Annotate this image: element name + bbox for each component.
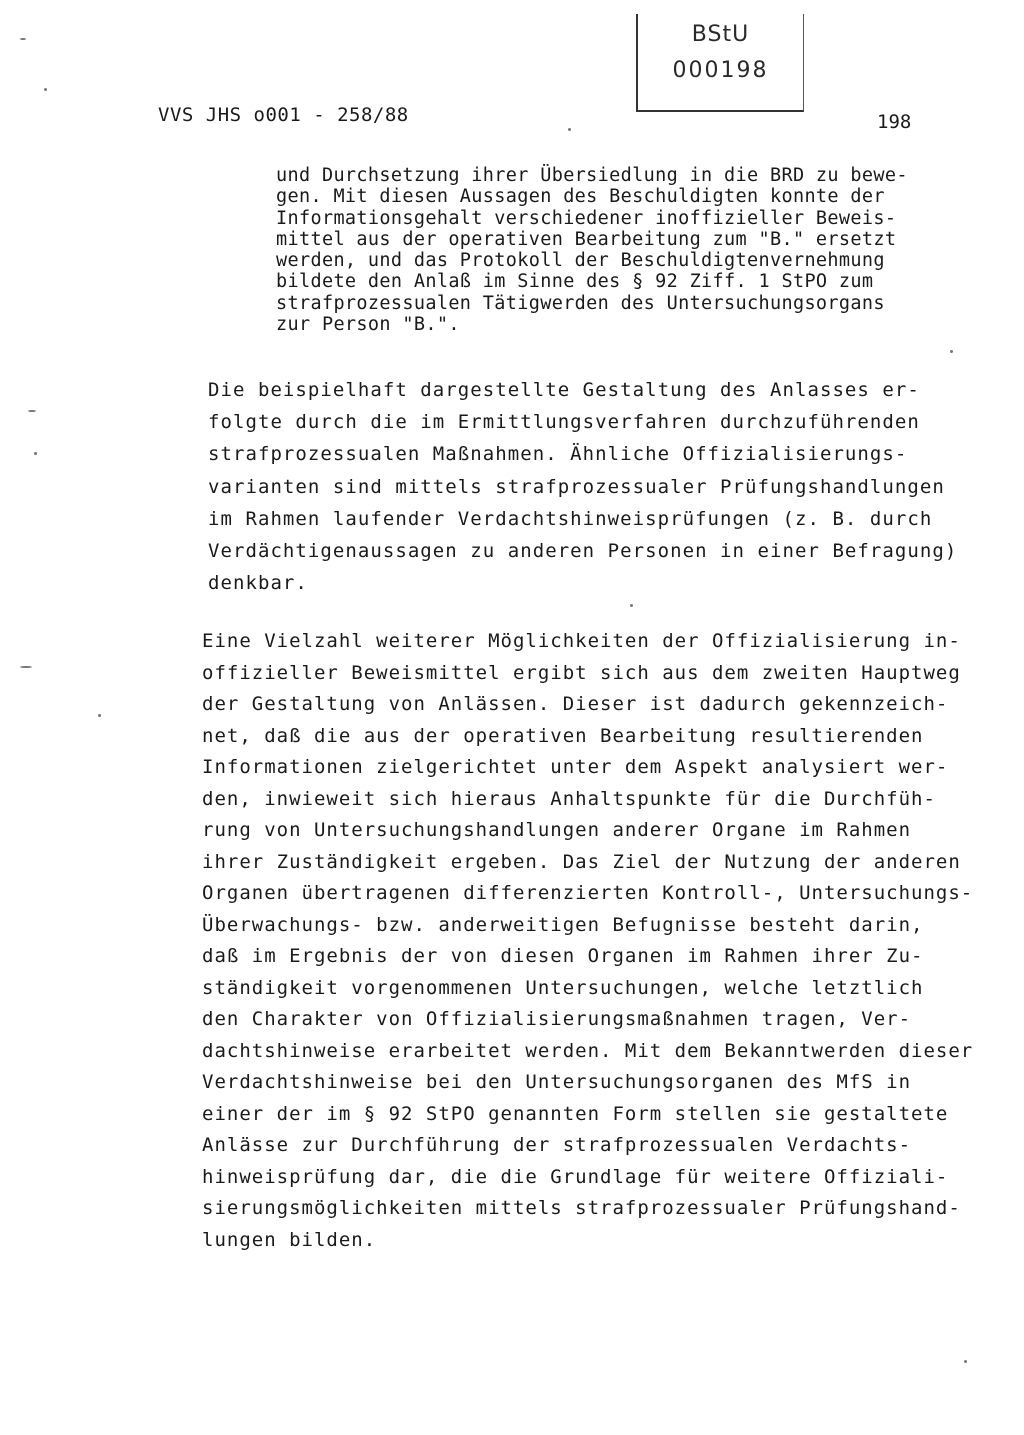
text-line: hinweisprüfung dar, die die Grundlage für weitere Offiziali-: [202, 1165, 949, 1188]
text-line: gen. Mit diesen Aussagen des Beschuldigten konnte der: [276, 186, 885, 208]
text-line: offizieller Beweismittel ergibt sich aus dem zweiten Hauptweg: [202, 661, 961, 684]
scan-speck: [44, 88, 47, 91]
text-line: Die beispielhaft dargestellte Gestaltung des Anlasses er-: [208, 379, 920, 401]
text-line: werden, und das Protokoll der Beschuldigtenvernehmung: [276, 250, 885, 272]
archive-stamp: [636, 14, 804, 112]
text-line: ihrer Zuständigkeit ergeben. Das Ziel der Nutzung der anderen: [202, 850, 961, 873]
stamp-sheet-number: 000198: [672, 58, 769, 83]
text-line: Eine Vielzahl weiterer Möglichkeiten der Offizialisierung in-: [202, 630, 961, 652]
scan-speck: [630, 604, 633, 607]
text-line: Informationen zielgerichtet unter dem Aspekt analysiert wer-: [202, 756, 949, 778]
scan-speck: [98, 714, 101, 717]
text-line: folgte durch die im Ermittlungsverfahren durchzuführenden: [208, 411, 920, 434]
scan-speck: [34, 452, 37, 455]
text-line: Anlässe zur Durchführung der strafprozessualen Verdachts-: [202, 1134, 912, 1156]
text-line: dachtshinweise erarbeitet werden. Mit dem Bekanntwerden dieser: [202, 1039, 974, 1062]
scan-speck: [20, 38, 26, 40]
text-line: sierungsmöglichkeiten mittels strafprozessualer Prüfungshand-: [202, 1197, 961, 1219]
text-line: einer der im § 92 StPO genannten Form stellen sie gestaltete: [202, 1102, 949, 1125]
text-line: ständigkeit vorgenommenen Untersuchungen, welche letztlich: [202, 976, 924, 999]
scan-speck: [568, 128, 571, 131]
text-line: bildete den Anlaß im Sinne des § 92 Ziff. 1 StPO zum: [276, 271, 874, 293]
text-line: Verdächtigenaussagen zu anderen Personen in einer Befragung): [208, 540, 958, 563]
page-number: 198: [877, 111, 912, 133]
text-line: den Charakter von Offizialisierungsmaßnahmen tragen, Ver-: [202, 1008, 912, 1030]
text-line: und Durchsetzung ihrer Übersiedlung in die BRD zu bewe-: [276, 165, 908, 186]
text-line: varianten sind mittels strafprozessualer Prüfungshandlungen: [208, 475, 945, 498]
paragraph-example: [208, 374, 957, 599]
text-line: Organen übertragenen differenzierten Kontroll-, Untersuchungs-: [202, 882, 974, 904]
stamp-archive-label: BStU: [691, 22, 750, 47]
text-line: strafprozessualen Tätigwerden des Untersuchungsorgans: [276, 292, 885, 314]
text-line: daß im Ergebnis der von diesen Organen im Rahmen ihrer Zu-: [202, 945, 924, 967]
scan-speck: [964, 1360, 967, 1363]
text-line: lungen bilden.: [202, 1228, 377, 1251]
text-line: Überwachungs- bzw. anderweitigen Befugnisse besteht darin,: [202, 913, 924, 936]
text-line: mittel aus der operativen Bearbeitung zum "B." ersetzt: [276, 228, 897, 250]
scan-speck: [950, 350, 953, 353]
text-line: den, inwieweit sich hieraus Anhaltspunkte für die Durchfüh-: [202, 787, 936, 810]
text-line: strafprozessualen Maßnahmen. Ähnliche Offizialisierungs-: [208, 443, 908, 466]
text-line: Informationsgehalt verschiedener inoffizieller Beweis-: [276, 207, 897, 229]
scan-speck: [28, 410, 36, 412]
paragraph-second-main-route: [202, 626, 973, 1256]
text-line: Verdachtshinweise bei den Untersuchungsorganen des MfS in: [202, 1071, 912, 1093]
paragraph-continued: [276, 165, 908, 335]
text-line: zur Person "B.".: [276, 314, 460, 336]
document-reference: VVS JHS o001 - 258/88: [158, 104, 409, 126]
text-line: net, daß die aus der operativen Bearbeitung resultierenden: [202, 724, 924, 747]
text-line: der Gestaltung von Anlässen. Dieser ist dadurch gekennzeich-: [202, 693, 949, 715]
scan-speck: [20, 666, 32, 668]
text-line: im Rahmen laufender Verdachtshinweisprüfungen (z. B. durch: [208, 507, 933, 530]
text-line: denkbar.: [208, 572, 308, 595]
text-line: rung von Untersuchungshandlungen anderer Organe im Rahmen: [202, 819, 912, 841]
